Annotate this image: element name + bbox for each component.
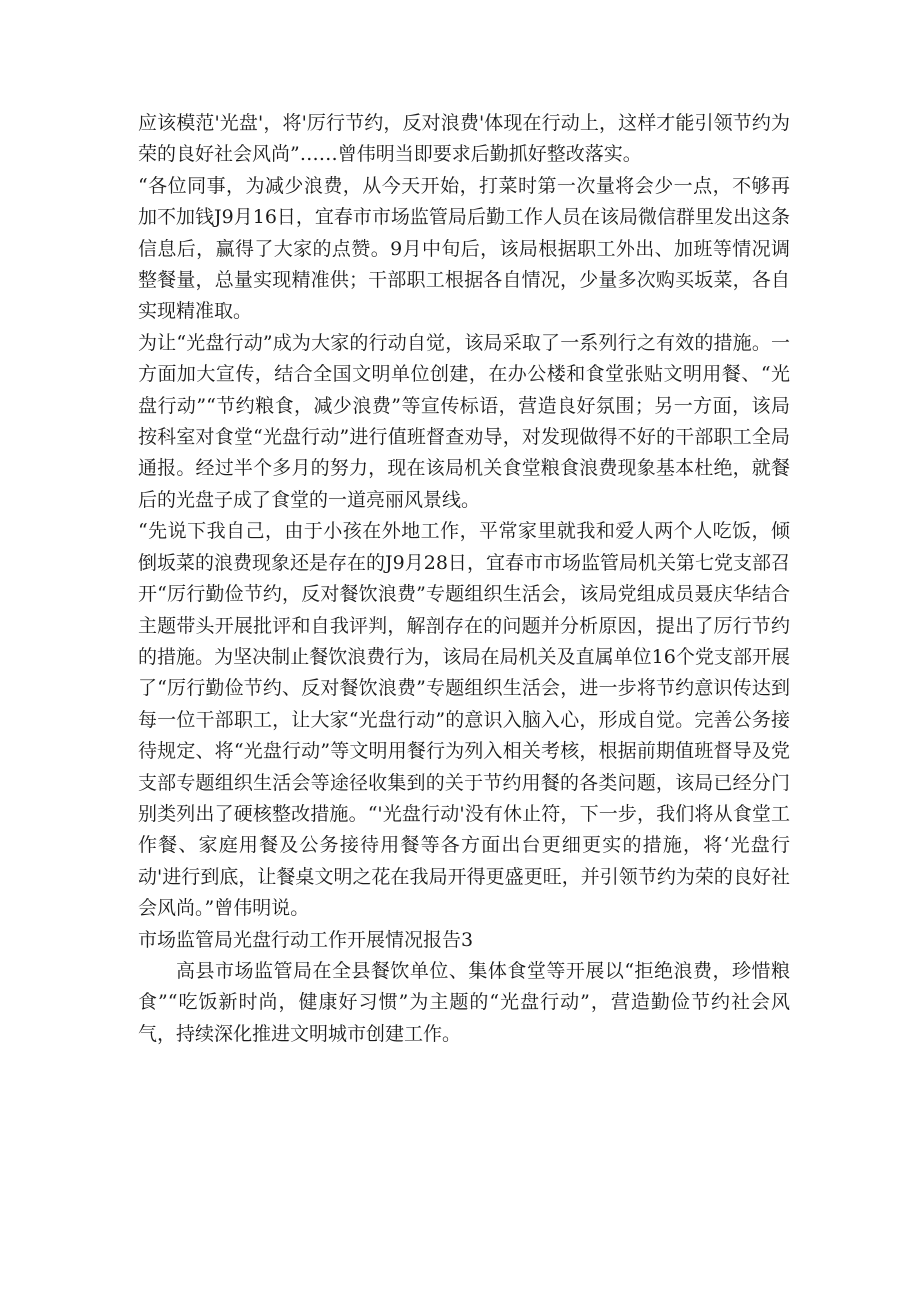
paragraph-1: 应该模范'光盘'，将'厉行节约，反对浪费'体现在行动上，这样才能引领节约为荣的良好社会风尚”……曾伟明当即要求后勤抓好整改落实。	[138, 112, 790, 166]
section-title: 市场监管局光盘行动工作开展情况报告3	[138, 928, 474, 951]
paragraph-4: “先说下我自己，由于小孩在外地工作，平常家里就我和爱人两个人吃饭，倾倒坂菜的浪费现象还是存在的J9月28日，宜春市市场监管局机关第七党支部召开“厉行勤俭节约，反对餐饮浪费”专题组织生活会，该局党组成员聂庆华结合主题带头开展批评和自我评判，解剖存在的问题并分析原因，提出了厉行节约的措施。为坚决制止餐饮浪费行为，该局在局机关及直属单位16个党支部开展了“厉行勤俭节约、反对餐饮浪费”专题组织生活会，进一步将节约意识传达到每一位干部职工，让大家“光盘行动”的意识入脑入心，形成自觉。完善公务接待规定、将“光盘行动”等文明用餐行为列入相关考核，根据前期值班督导及党支部专题组织生活会等途径收集到的关于节约用餐的各类问题，该局已经分门别类列出了硬核整改措施。“'光盘行动'没有休止符，下一步，我们将从食堂工作餐、家庭用餐及公务接待用餐等各方面出台更细更实的措施，将‘光盘行动'进行到底，让餐桌文明之花在我局开得更盛更旺，并引领节约为荣的良好社会风尚。”曾伟明说。	[138, 520, 790, 920]
paragraph-3: 为让“光盘行动”成为大家的行动自觉，该局采取了一系列行之有效的措施。一方面加大宣传，结合全国文明单位创建，在办公楼和食堂张贴文明用餐、“光盘行动”“节约粮食，减少浪费”等宣传标语，营造良好氛围；另一方面，该局按科室对食堂“光盘行动”进行值班督查劝导，对发现做得不好的干部职工全局通报。经过半个多月的努力，现在该局机关食堂粮食浪费现象基本杜绝，就餐后的光盘子成了食堂的一道亮丽风景线。	[138, 331, 790, 511]
paragraph-2: “各位同事，为减少浪费，从今天开始，打菜时第一次量将会少一点，不够再加不加钱J9月16日，宜春市市场监管局后勤工作人员在该局微信群里发出这条信息后，赢得了大家的点赞。9月中旬后，该局根据职工外出、加班等情况调整餐量，总量实现精准供；干部职工根据各自情况，少量多次购买坂菜，各自实现精准取。	[138, 174, 790, 323]
section-paragraph: 高县市场监管局在全县餐饮单位、集体食堂等开展以“拒绝浪费，珍惜粮食”“吃饭新时尚，健康好习惯”为主题的“光盘行动”，营造勤俭节约社会风气，持续深化推进文明城市创建工作。	[138, 959, 790, 1045]
document-body	[138, 108, 790, 1050]
